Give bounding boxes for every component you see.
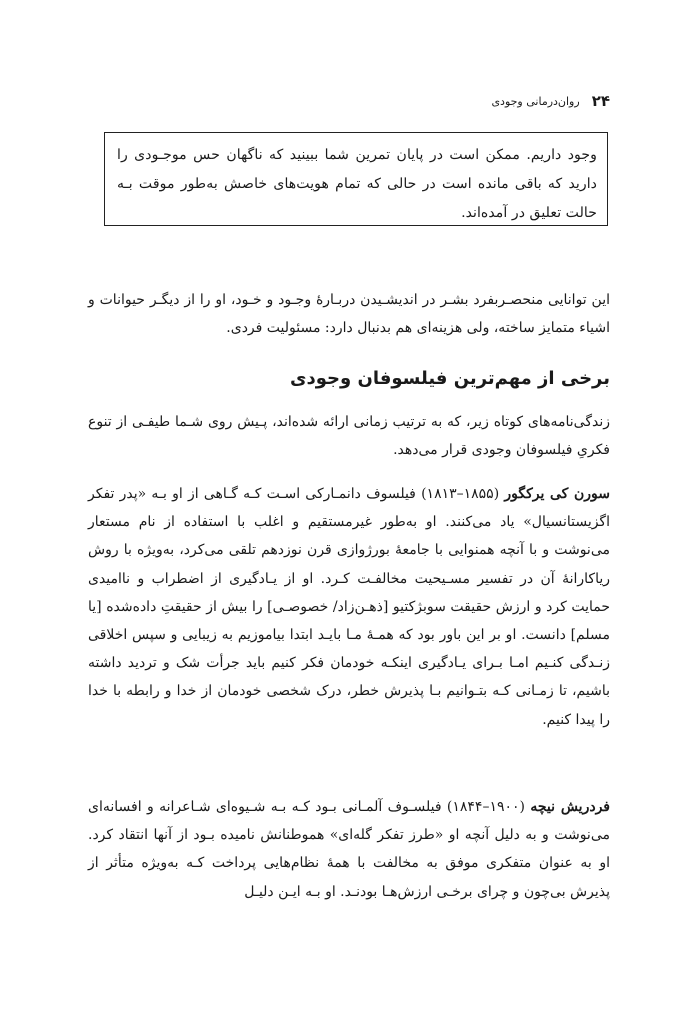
page-number: ۲۴ <box>591 92 610 110</box>
kierkegaard-bio: (۱۸۵۵–۱۸۱۳) فیلسوف دانمـارکی اسـت کـه گـاهی از او بـه «پدر تفکر اگزیستانسیال» یاد می‌کنند. او به‌طور غیرمستقیم و اغلب با استفاده از نام مستعار می‌نوشت و با آنچه همنوایی با جامعهٔ بورژوازی قرن نوزدهم تلقی می‌کرد، به‌ویژه با روش ریاکارانهٔ آن در تفسیر مسـیحیت مخالفـت کـرد. او از یـادگیری از اضطراب و ناامیدی حمایت کرد و ارزش حقیقت سوبژکتیو [ذهـن‌زاد/ خصوصـی] را بیش از حقیقتِ داده‌شده [یا مسلم] دانست. او بر این باور بود که همـهٔ مـا بایـد ابتدا بیاموزیم به زیبایی و سپس اخلاقی زنـدگی کنـیم امـا بـرای یـادگیری اینکـه خودمان فکر کنیم باید جرأت شک و تردید داشته باشیم، تا زمـانی کـه بتـوانیم بـا پذیرش خطر، درک شخصی خودمان از خدا و رابطه با خدا را پیدا کنیم. <box>88 486 610 728</box>
paragraph-lead: زندگی‌نامه‌های کوتاه زیر، که به ترتیب زمانی ارائه شده‌اند، پـیش روی شـما طیفـی از تنوع فکریِ فیلسوفان وجودی قرار می‌دهد. <box>88 414 610 459</box>
running-title: روان‌درمانی وجودی <box>491 94 580 108</box>
philosopher-name-nietzsche: فردریش نیچه <box>530 799 610 815</box>
paragraph-kierkegaard <box>88 480 610 734</box>
section-heading: برخی از مهم‌ترین فیلسوفان وجودی <box>290 368 610 389</box>
paragraph-intro: این توانایی منحصـربفرد بشـر در اندیشـیدن دربـارهٔ وجـود و خـود، او را از دیگـر حیوانات و اشیاء متمایز ساخته، ولی هزینه‌ای هم بدنبال دارد: مسئولیت فردی. <box>88 292 610 337</box>
exercise-box <box>104 132 608 226</box>
exercise-box-text: وجود داریم. ممکن است در پایان تمرین شما ببینید که ناگهان حس موجـودی را دارید که باقی مانده است در حالی که تمام هویت‌های خاصش به‌طور موقت بـه حالت تعلیق در آمده‌اند. <box>117 147 597 221</box>
running-header <box>88 90 610 112</box>
paragraph-nietzsche <box>88 793 610 906</box>
philosopher-name-kierkegaard: سورن کی یرکگور <box>504 486 610 502</box>
nietzsche-bio: (۱۹۰۰–۱۸۴۴) فیلسـوف آلمـانی بـود کـه بـه شـیوه‌ای شـاعرانه و افسانه‌ای می‌نوشت و به دلیل آنچه او «طرز تفکر گله‌ای» هموطنانش نامیده بـود از آنها انتقاد کرد. او به عنوان متفکری موفق به مخالفت با همهٔ نظام‌هایی پرداخت کـه به‌ویژه متأثر از پذیرش بی‌چون و چرای برخـی ارزش‌هـا بودنـد. او بـه ایـن دلیـل <box>88 799 610 900</box>
